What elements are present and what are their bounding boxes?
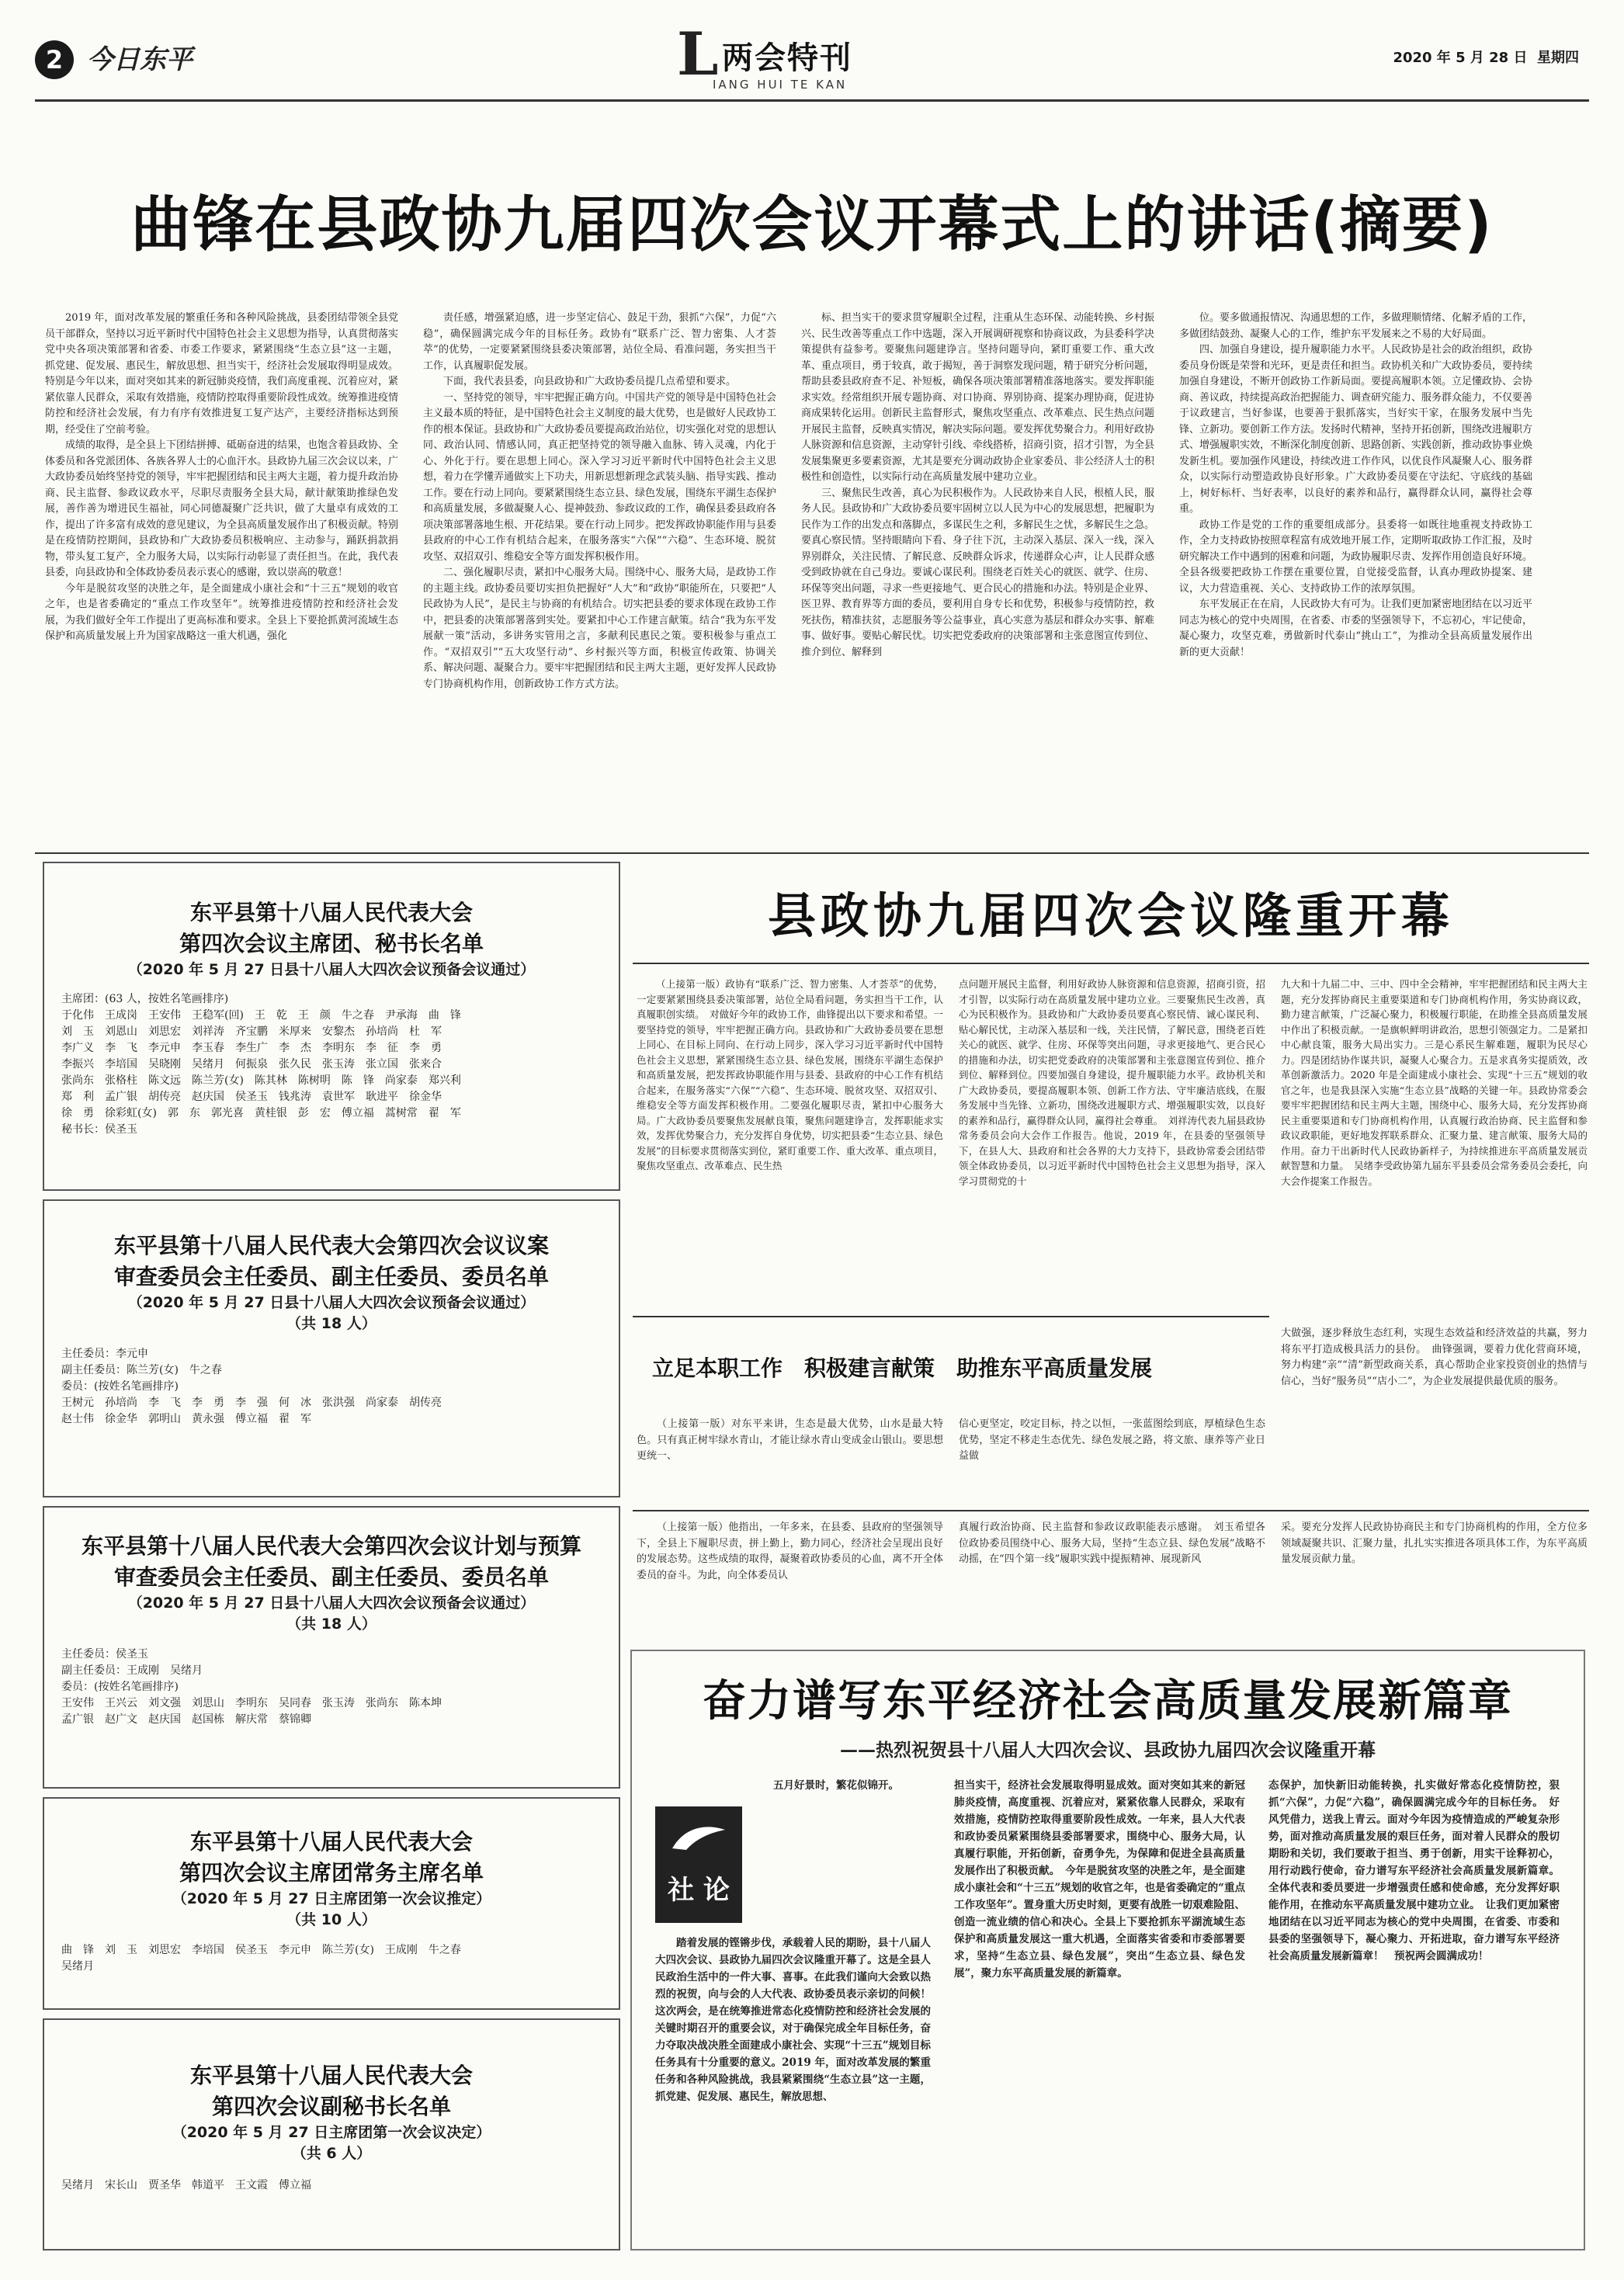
list-line: 刘 玉 刘恩山 刘思宏 刘祥涛 齐宝鹏 米厚来 安黎杰 孙培尚 杜 军	[61, 1025, 442, 1038]
speech-paragraph: 东平发展正在在肩，人民政协大有可为。让我们更加紧密地团结在以习近平同志为核心的党中央周围，在省委、市委的坚强领导下，不忘初心，牢记使命，凝心聚力，攻坚克难，勇做新时代泰山“挑山工”，为推动全县高质量发展作出新的更大贡献！	[1179, 599, 1533, 658]
continued-col-2	[959, 1520, 1265, 1636]
list-title	[44, 1230, 619, 1293]
list-title-line: 东平县第十八届人民代表大会第四次会议计划与预算	[81, 1533, 581, 1559]
section-initial: L	[677, 19, 719, 88]
list-title	[44, 1827, 619, 1889]
opening-paragraph: 九大和十九届二中、三中、四中全会精神，牢牢把握团结和民主两大主题，充分发挥协商民主重要渠道和专门协商机构作用，务实协商议政，勤力建言献策，广泛凝心聚力，积极履行职能，在助推全县高质量发展中作出了积极贡献。一是旗帜鲜明讲政治，思想引领强定力。二是紧扣中心献良策，服务大局出实力。三是心系民生解难题，履职为民尽心力。四是团结协作谋共识，凝聚人心聚合力。五是求真务实提质效，改革创新激活力。2020 年是全面建成小康社会、实现“十三五”规划的收官之年，也是我县深入实施“生态立县”战略的关键一年。县政协常委会要牢牢把握团结和民主两大主题，围绕中心、服务大局，充分发挥协商民主重要渠道和专门协商机构作用，认真履行政治协商、民主监督和参政议政职能，更好地发挥联系群众、汇聚力量、建言献策、服务大局的作用。奋力干出新时代人民政协新样子，为持续推进东平高质量发展贡献智慧和力量。 吴绪李受政协第九届东平县委员会常务委员会委托，向大会作提案工作报告。	[1281, 978, 1588, 1187]
list-date: （2020 年 5 月 27 日主席团第一次会议推定）	[172, 1890, 491, 1907]
list-line: 孟广银 赵广文 赵庆国 赵国栋 解庆常 蔡锦卿	[61, 1713, 311, 1726]
list-body	[61, 1942, 605, 1975]
continued-col-3	[1281, 1520, 1588, 1636]
ecology-paragraph: 信心更坚定，咬定目标，持之以恒，一张蓝图绘到底，厚植绿色生态优势，坚定不移走生态优先、绿色发展之路，将文旅、康养等产业日益做	[959, 1418, 1265, 1462]
list-line: 李广义 李 飞 李元申 李玉春 李生广 李 杰 李明东 李 征 李 勇	[61, 1042, 442, 1054]
ecology-title: 立足本职工作 积极建言献策 助推东平高质量发展	[652, 1355, 1153, 1381]
list-line: 李振兴 李培国 吴晓刚 吴绪月 何振泉 张久民 张玉涛 张立国 张来合	[61, 1058, 442, 1071]
list-line: 于化伟 王成岗 王安伟 王稳军(回) 王 乾 王 颜 牛之春 尹承海 曲 锋	[61, 1009, 461, 1022]
speech-col-2	[423, 311, 776, 838]
list-line: 秘书长：侯圣玉	[61, 1123, 137, 1136]
speech-paragraph: 三、聚焦民生改善，真心为民积极作为。人民政协来自人民，根植人民，服务人民。县政协和广大政协委员要牢固树立以人民为中心的发展思想，把履职为民作为工作的出发点和落脚点，多谋民生之利，多解民生之忧，多解民生之急。要真心察民情。坚持眼睛向下看、身子往下沉，主动深入基层、深入一线，深入界别群众，关注民情、了解民意、反映群众诉求，传递群众心声，让人民群众感受到政协就在自己身边。要诚心谋民利。围绕老百姓关心的就医、就学、住房、环保等突出问题，寻求一些更接地气、更合民心的措施和办法。特别是企业界、医卫界、教育界等方面的委员，要利用自身专长和优势，积极参与疫情防控，救死扶伤，精准扶贫，志愿服务等公益事业，真心实意为基层和群众办实事、解难事、做好事。要贴心解民忧。切实把党委政府的决策部署和主张意图宣传到位、推介到位、解释到	[801, 487, 1155, 658]
editorial-paragraph: 担当实干，经济社会发展取得明显成效。面对突如其来的新冠肺炎疫情，高度重视、沉着应对，紧紧依靠人民群众，采取有效措施，疫情防控取得重要阶段性成效。一年来，县人大代表和政协委员紧紧围绕县委部署要求，围绕中心、服务大局，认真履行职能，开拓创新，奋勇争先，为保障和促进全县高质量发展作出了积极贡献。 今年是脱贫攻坚的决胜之年，是全面建成小康社会和“十三五”规划的收官之年，也是省委确定的“重点工作攻坚年”。置身重大历史时刻，更要有战胜一切艰难险阻、创造一流业绩的信心和决心。全县上下要抢抓东平湖流域生态保护和高质量发展这一重大机遇，全面落实省委和市委部署要求，坚持“生态立县、绿色发展”，突出“生态立县、绿色发展”，聚力东平高质量发展的新篇章。	[954, 1779, 1245, 1980]
speech-title: 曲锋在县政协九届四次会议开幕式上的讲话(摘要)	[130, 190, 1494, 260]
list-title	[44, 897, 619, 960]
list-title-line: 东平县第十八届人民代表大会	[189, 1829, 473, 1855]
list-line: 郑 利 孟广银 胡传亮 赵庆国 侯圣玉 钱兆涛 袁世军 耿进平 徐金华	[61, 1091, 442, 1103]
ecology-paragraph: 大做强，逐步释放生态红利，实现生态效益和经济效益的共赢，努力将东平打造成极具活力的县份。 曲锋强调，要着力优化营商环境，努力构建“亲”“清”新型政商关系，真心帮助企业家投资创业的热情与信心，当好“服务员”“店小二”，为企业发展提供最优质的服务。	[1281, 1327, 1588, 1387]
ecology-bottom-rule	[633, 1510, 1589, 1511]
opening-col-2	[959, 977, 1265, 1303]
speech-paragraph: 标、担当实干的要求贯穿履职全过程，注重从生态环保、动能转换、乡村振兴、民生改善等重点工作中选题，深入开展调研视察和协商议政，为县委科学决策提供有益参考。要聚焦问题建诤言。坚持问题导向，紧盯重要工作、重大改革、重点项目，勇于较真，敢于揭短，善于洞察发现问题，精于研究分析问题，帮助县委县政府查不足、补短板，确保各项决策部署精准落地落实。要发挥职能求实效。经常组织开展专题协商、对口协商、界别协商、提案办理协商，促进协商成果转化运用。创新民主监督形式，聚焦攻坚重点、改革难点、民生热点问题开展民主监督，反映真实情况，解决实际问题。要发挥优势聚合力。利用好政协人脉资源和信息资源，主动穿针引线、牵线搭桥，招商引资，招才引智，为全县发展集聚更多要素资源，尤其是要充分调动政协企业家委员、非公经济人士的积极性和创造性，以实际行动在高质量发展中建功立业。	[801, 312, 1155, 483]
list-line: 主任委员：侯圣玉	[61, 1648, 148, 1661]
list-title-line: 东平县第十八届人民代表大会第四次会议议案	[113, 1233, 549, 1258]
speech-paragraph: 今年是脱贫攻坚的决胜之年，是全面建成小康社会和“十三五”规划的收官之年，也是省委确定的“重点工作攻坚年”。统筹推进疫情防控和经济社会发展，为我们做好全年工作提出了更高标准和要求。全县上下要抢抓黄河流域生态保护和高质量发展上升为国家战略这一重大机遇，强化	[45, 582, 399, 642]
list-body	[61, 1647, 605, 1728]
list-count: （共 10 人）	[286, 1911, 377, 1928]
list-date: （2020 年 5 月 27 日县十八届人大四次会议预备会议通过）	[127, 1294, 536, 1311]
continued-paragraph: 真履行政治协商、民主监督和参政议政职能表示感谢。 刘玉希望各位政协委员围绕中心、服务大局，坚持“生态立县、绿色发展”战略不动摇，在“四个第一线”履职实践中提振精神、展现新风	[959, 1522, 1265, 1565]
date-text: 2020 年 5 月 28 日	[1393, 50, 1528, 66]
editorial-col-1a	[752, 1777, 931, 1932]
editorial-box	[630, 1650, 1585, 2251]
list-box-deputy-secretaries	[43, 2018, 620, 2251]
editorial-paragraph: 五月好景时，繁花似锦开。	[773, 1779, 899, 1792]
speech-col-4	[1179, 311, 1532, 838]
opening-title: 县政协九届四次会议隆重开幕	[767, 887, 1454, 944]
speech-paragraph: 下面，我代表县委，向县政协和广大政协委员提几点希望和要求。	[443, 376, 737, 387]
list-title-line: 审查委员会主任委员、副主任委员、委员名单	[113, 1264, 549, 1289]
list-line: 王安伟 王兴云 刘文强 刘思山 李明东 吴同春 张玉涛 张尚东 陈本坤	[61, 1697, 442, 1709]
list-title-line: 第四次会议主席团、秘书长名单	[179, 931, 484, 956]
list-title-line: 东平县第十八届人民代表大会	[189, 2063, 473, 2088]
continued-paragraph: 采。要充分发挥人民政协协商民主和专门协商机构的作用，全方位多领域凝聚共识、汇聚力量，扎扎实实推进各项具体工作，为东平高质量发展贡献力量。	[1281, 1522, 1588, 1565]
list-box-presidium	[43, 862, 620, 1191]
paper-name: 今日东平	[87, 44, 193, 75]
speech-paragraph: 责任感，增强紧迫感，进一步坚定信心、鼓足干劲，狠抓“六保”，力促“六稳”，确保圆满完成今年的目标任务。政协有“联系广泛、智力密集、人才荟萃”的优势，一定要紧紧围绕县委决策部署，站位全局、看准问题，务实担当干工作，认真履职促发展。	[423, 312, 776, 372]
list-line: 吴绪月 宋长山 贾圣华 韩道平 王文霞 傅立福	[61, 2179, 311, 2192]
opening-title-rule	[633, 963, 1589, 964]
brush-icon	[669, 1822, 728, 1853]
list-body	[61, 991, 605, 1138]
ecology-paragraph: （上接第一版）对东平来讲，生态是最大优势，山水是最大特色。只有真正树牢绿水青山，才能让绿水青山变成金山银山。要思想更统一、	[637, 1418, 943, 1462]
speech-paragraph: 二、强化履职尽责，紧扣中心服务大局。围绕中心、服务大局，是政协工作的主题主线。政协委员要切实担负把握好“人大”和“政协”职能所在，只要把“人民政协为人民”，是民主与协商的有机结合。切实把县委的要求体现在政协工作中，把县委的决策部署落到实处。要紧扣中心工作建言献策。结合“我为东平发展献一策”活动，多讲务实管用之言，多献利民惠民之策。要积极参与重点工作。“双招双引”“五大攻坚行动”、乡村振兴等方面，积极宣传政策、协调关系、解决问题、凝聚合力。要牢牢把握团结和民主两大主题，更好发挥人民政协专门协商机构作用，创新政协工作方式方法。	[423, 567, 777, 690]
editorial-col-2	[954, 1777, 1245, 2237]
speech-bottom-rule	[35, 852, 1589, 854]
list-line: 张尚东 张格柱 陈文远 陈兰芳(女) 陈其林 陈树明 陈 锋 尚家泰 郑兴利	[61, 1074, 461, 1087]
speech-col-3	[801, 311, 1154, 838]
list-title	[44, 1531, 619, 1593]
continued-paragraph: （上接第一版）他指出，一年多来，在县委、县政府的坚强领导下，全县上下履职尽责，拼上勤上，勤力同心，经济社会呈现出良好的发展态势。这些成绩的取得，凝聚着政协委员的心血，离不开全体委员的奋斗。为此，向全体委员认	[637, 1522, 943, 1581]
list-date: （2020 年 5 月 27 日县十八届人大四次会议预备会议通过）	[127, 961, 536, 978]
list-line: 主任委员：李元申	[61, 1348, 148, 1360]
list-box-bill-committee	[43, 1199, 620, 1497]
continued-col-1	[637, 1520, 943, 1636]
speech-paragraph: 2019 年，面对改革发展的繁重任务和各种风险挑战，县委团结带领全县党员干部群众，坚持以习近平新时代中国特色社会主义思想为指导，认真贯彻落实党中央各项决策部署和省委、市委工作要求，紧紧围绕“生态立县”这一主题，抓党建、促发展、惠民生，解放思想、担当实干，经济社会发展取得明显成效。特别是今年以来，面对突如其来的新冠肺炎疫情，我们高度重视、沉着应对，紧紧依靠人民群众，采取有效措施，疫情防控取得重要阶段性成效。统筹推进疫情防控和经济社会发展，有力有序有效推进复工复产达产，主要经济指标达到预期，经受住了空前考验。	[45, 312, 399, 436]
ecology-col-2	[959, 1417, 1265, 1502]
ecology-col-3	[1281, 1326, 1588, 1504]
editorial-subtitle: ——热烈祝贺县十八届人大四次会议、县政协九届四次会议隆重开幕	[840, 1740, 1376, 1761]
editorial-col-1b	[655, 1935, 942, 2237]
issue-date	[1393, 47, 1579, 67]
list-count: （共 6 人）	[291, 2145, 372, 2162]
editorial-paragraph: 踏着发展的铿锵步伐，承载着人民的期盼，县十八届人大四次会议、县政协九届四次会议隆重开幕了。这是全县人民政治生活中的一件大事、喜事。在此我们谨向大会致以热烈的祝贺，向与会的人大代表、政协委员表示亲切的问候！ 这次两会，是在统筹推进常态化疫情防控和经济社会发展的关键时期召开的重要会议，对于确保完成全年目标任务，奋力夺取决战决胜全面建成小康社会、实现“十三五”规划目标任务具有十分重要的意义。2019 年，面对改革发展的繁重任务和各种风险挑战，我县紧紧围绕“生态立县”这一主题，抓党建、促发展、惠民生，解放思想、	[655, 1937, 942, 2103]
ecology-col-1	[637, 1417, 943, 1502]
opening-col-3	[1281, 977, 1588, 1303]
speech-paragraph: 位。要多做通报情况、沟通思想的工作，多做理顺情绪、化解矛盾的工作，多做团结鼓劲、凝聚人心的工作，维护东平发展来之不易的大好局面。	[1179, 312, 1533, 340]
opening-bottom-rule	[633, 1316, 1269, 1317]
weekday-text: 星期四	[1537, 50, 1579, 66]
editorial-paragraph: 态保护，加快新旧动能转换，扎实做好常态化疫情防控，狠抓“六保”，力促“六稳”，确保圆满完成今年的目标任务。 好风凭借力，送我上青云。面对今年因为疫情造成的严峻复杂形势，面对推动高质量发展的艰巨任务，面对着人民群众的殷切期盼和关切，我们要敢于担当、勇于创新，用实干诠释初心，用行动践行使命，奋力谱写东平经济社会高质量发展新篇章。全体代表和委员要进一步增强责任感和使命感，充分发挥好职能作用，在推动东平高质量发展中建功立业。 让我们更加紧密地团结在以习近平同志为核心的党中央周围，在省委、市委和县委的坚强领导下，凝心聚力、开拓进取，奋力谱写东平经济社会高质量发展新篇章！ 预祝两会圆满成功！	[1268, 1779, 1560, 1962]
list-count: （共 18 人）	[286, 1315, 377, 1332]
list-line: 主席团：(63 人，按姓名笔画排序)	[61, 993, 229, 1005]
list-line: 副主任委员：王成刚 吴绪月	[61, 1664, 203, 1677]
list-line: 委员：(按姓名笔画排序)	[61, 1681, 179, 1693]
speech-paragraph: 四、加强自身建设，提升履职能力水平。人民政协是社会的政治组织，政协委员身份既是荣誉和光环，更是责任和担当。政协机关和广大政协委员，要持续加强自身建设，不断开创政协工作新局面。要提高履职本领。立足懂政协、会协商、善议政，持续提高政治把握能力、调查研究能力、服务群众能力，不仅要善于议政建言，当好参谋，也要善于狠抓落实，当好实干家，在服务发展中当先锋、立新功。要创新工作方法。发扬时代精神，坚持开拓创新，围绕改进履职方式、增强履职实效，不断深化制度创新、思路创新、实践创新，推动政协事业焕发新生机。要加强作风建设，持续改进工作作风，以优良作风凝聚人心、服务群众，以实际行动塑造政协良好形象。广大政协委员要在守法纪、守底线的基础上，树好标杆、当好表率，以良好的素养和品行，赢得群众认同，赢得社会尊重。	[1179, 344, 1533, 515]
list-date: （2020 年 5 月 27 日县十八届人大四次会议预备会议通过）	[127, 1595, 536, 1612]
opening-col-1	[637, 977, 943, 1303]
list-body	[61, 1346, 605, 1428]
list-title-line: 第四次会议副秘书长名单	[211, 2094, 451, 2119]
list-body	[61, 2178, 605, 2194]
list-line: 王树元 孙培尚 李 飞 李 勇 李 强 何 冰 张洪强 尚家泰 胡传亮	[61, 1397, 442, 1409]
editorial-badge	[655, 1806, 742, 1923]
list-box-standing-chairs	[43, 1797, 620, 2010]
list-line: 副主任委员：陈兰芳(女) 牛之春	[61, 1364, 222, 1376]
list-line: 赵士伟 徐金华 郭明山 黄永强 傅立福 翟 军	[61, 1413, 311, 1425]
header-rule	[35, 99, 1589, 102]
speech-paragraph: 政协工作是党的工作的重要组成部分。县委将一如既往地重视支持政协工作，全力支持政协按照章程富有成效地开展工作，定期听取政协工作汇报，及时研究解决工作中遇到的困难和问题，为政协履职尽责、发挥作用创造良好环境。全县各级要把政协工作摆在重要位置，自觉接受监督，认真办理政协提案、建议，大力营造重视、关心、支持政协工作的浓厚氛围。	[1179, 519, 1533, 595]
list-title	[44, 2060, 619, 2122]
page-number-badge	[35, 40, 74, 79]
list-line: 曲 锋 刘 玉 刘思宏 李培国 侯圣玉 李元申 陈兰芳(女) 王成刚 牛之春	[61, 1944, 461, 1956]
opening-paragraph: （上接第一版）政协有“联系广泛、智力密集、人才荟萃”的优势，一定要紧紧围绕县委决策部署，站位全局看问题，务实担当干工作，认真履职创实绩。 对做好今年的政协工作，曲锋提出以下要求和希望。一要坚持党的领导，牢牢把握正确方向。县政协和广大政协委员要在思想上同心、在目标上同向、在行动上同步，深入学习习近平新时代中国特色社会主义思想，紧紧围绕生态立县、绿色发展，围绕东平湖生态保护和高质量发展，把发挥政协职能作用与县委、县政府的中心工作有机结合起来，在服务落实“六保”“六稳”、生态环境、脱贫攻坚、双招双引、维稳安全等方面发挥积极作用。二要强化履职尽责，紧扣中心服务大局。广大政协委员要聚焦发展献良策，聚焦问题建诤言，发挥职能求实效，发挥优势聚合力，充分发挥自身优势，切实把县委“生态立县、绿色发展”的目标要求贯彻落实到位，紧盯重要工作、重大改革、重点项目，聚焦攻坚重点、改革难点、民生热	[637, 978, 943, 1171]
list-line: 委员：(按姓名笔画排序)	[61, 1380, 179, 1393]
list-count: （共 18 人）	[286, 1615, 377, 1633]
speech-paragraph: 成绩的取得，是全县上下团结拼搏、砥砺奋进的结果，也饱含着县政协、全体委员和各党派团体、各族各界人士的心血汗水。县政协九届三次会议以来，广大政协委员始终坚持党的领导，牢牢把握团结和民主两大主题，着力提升政治协商、民主监督、参政议政水平，尽职尽责服务全县大局，献计献策助推绿色发展，善作善为增进民生福祉，同心同德凝聚广泛共识，做了大量卓有成效的工作，提出了许多富有成效的意见建议，为全县高质量发展作出了积极贡献。特别是在疫情防控期间，县政协和广大政协委员积极响应、主动参与，踊跃捐款捐物，带头复工复产，全力服务大局，以实际行动彰显了责任担当。在此，我代表县委，向县政协和全体政协委员表示衷心的感谢，致以崇高的敬意！	[45, 439, 399, 578]
section-pinyin: IANG HUI TE KAN	[713, 78, 848, 92]
list-box-budget-committee	[43, 1506, 620, 1789]
editorial-col-3	[1268, 1777, 1560, 2237]
editorial-badge-label: 社 论	[668, 1875, 730, 1906]
list-title-line: 第四次会议主席团常务主席名单	[179, 1860, 484, 1886]
editorial-title: 奋力谱写东平经济社会高质量发展新篇章	[703, 1676, 1513, 1726]
list-title-line: 东平县第十八届人民代表大会	[189, 900, 473, 925]
opening-paragraph: 点问题开展民主监督，利用好政协人脉资源和信息资源，招商引资，招才引智，以实际行动在高质量发展中建功立业。三要聚焦民生改善，真心为民积极作为。县政协和广大政协委员要真心察民情、诚心谋民利、贴心解民忧，主动深入基层和一线，关注民情，了解民意，围绕老百姓关心的就医、就学、住房、环保等突出问题，寻求更接地气、更合民心的措施和办法，切实把党委政府的决策部署和主张意图宣传到位、推介到位、解释到位。四要加强自身建设，提升履职能力水平。政协机关和广大政协委员，要提高履职本领、创新工作方法、守牢廉洁底线，在服务发展中当先锋、立新功，围绕改进履职方式、增强履职实效，以良好的素养和品行，赢得群众认同，赢得社会尊重。 刘祥涛代表九届县政协常务委员会向大会作工作报告。他说，2019 年，在县委的坚强领导下，在县人大、县政府和社会各界的大力支持下，县政协常委会团结带领全体政协委员，以习近平新时代中国特色社会主义思想为指导，深入学习贯彻党的十	[959, 978, 1265, 1187]
list-line: 徐 勇 徐彩虹(女) 郭 东 郭光喜 黄桂银 彭 宏 傅立福 蒿树常 翟 军	[61, 1107, 461, 1119]
section-title: 两会特刊	[722, 40, 852, 76]
speech-paragraph: 一、坚持党的领导，牢牢把握正确方向。中国共产党的领导是中国特色社会主义最本质的特征，是中国特色社会主义制度的最大优势，也是做好人民政协工作的根本保证。县政协和广大政协委员要提高政治站位，切实强化对党的思想认同、政治认同、情感认同，真正把坚持党的领导融入血脉、铸入灵魂，内化于心、外化于行。要在思想上同心。深入学习习近平新时代中国特色社会主义思想，着力在学懂弄通做实上下功夫，用新思想新理念武装头脑、指导实践、推动工作。要在行动上同向。要紧紧围绕生态立县、绿色发展，围绕东平湖生态保护和高质量发展，多做凝聚人心、提神鼓劲、参政议政的工作，确保县委县政府各项决策部署落地生根、开花结果。要在行动上同步。把发挥政协职能作用与县委县政府的中心工作有机结合起来，在服务落实“六保”“六稳”、生态环境、脱贫攻坚、双招双引、维稳安全等方面发挥积极作用。	[423, 391, 777, 563]
page-number: 2	[45, 45, 64, 75]
list-title-line: 审查委员会主任委员、副主任委员、委员名单	[113, 1564, 549, 1590]
speech-col-1	[45, 311, 398, 838]
list-line: 吴绪月	[61, 1960, 94, 1973]
list-date: （2020 年 5 月 27 日主席团第一次会议决定）	[172, 2124, 491, 2141]
